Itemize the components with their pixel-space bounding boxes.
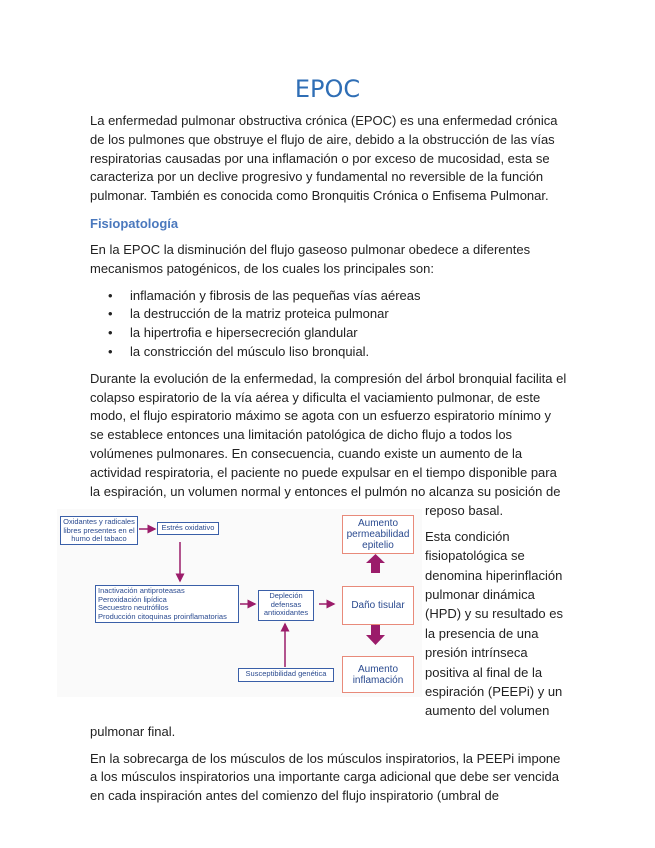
- susceptibility-box: Susceptibilidad genética: [238, 668, 334, 682]
- right-column: [425, 501, 568, 720]
- depletion-box: Depleción defensas antioxidantes: [258, 590, 314, 621]
- mechanisms-list: [90, 287, 568, 362]
- permeability-box: Aumento permeabilidad epitelio: [342, 515, 414, 554]
- page-title: EPOC: [294, 75, 361, 103]
- hpd-end: pulmonar final.: [90, 723, 176, 739]
- document-body: [63, 112, 568, 814]
- effects-box: [95, 585, 239, 623]
- list-item: • la hipertrofia e hipersecreción glandular: [90, 324, 568, 343]
- effect-item: Secuestro neutrófilos: [98, 603, 169, 613]
- effect-item: Producción citoquinas proinflamatorias: [98, 611, 227, 621]
- mechanisms-intro: En la EPOC la disminución del flujo gaseoso pulmonar obedece a diferentes mecanismos patogénicos, de los cuales los principales son:: [90, 241, 531, 276]
- figure-row: [57, 501, 568, 720]
- list-item: • la constricción del músculo liso bronquial.: [90, 343, 568, 362]
- section-heading: Fisiopatología: [90, 215, 179, 231]
- effect-item: Peroxidación lipídica: [98, 594, 167, 604]
- evolution-paragraph: Durante la evolución de la enfermedad, la compresión del árbol bronquial facilita el colapso espiratorio de la vía aérea y dificulta el vaciamiento pulmonar, de este modo, el flujo espiratorio máximo se agota con un esfuerzo espiratorio mínimo y se establece entonces una limitación patológica de dicho flujo a todos los volúmenes pulmonares. En consecuencia, cuando existe un aumento de la actividad respiratoria, el paciente no puede expulsar en el tiempo disponible para la espiración, un volumen normal y entonces el pulmón no alcanza su posición de: [90, 370, 567, 499]
- inflammation-box: Aumento inflamación: [342, 656, 414, 693]
- evolution-end: reposo basal.: [425, 503, 504, 519]
- list-item: • inflamación y fibrosis de las pequeñas vías aéreas: [90, 287, 568, 306]
- oxidants-box: Oxidantes y radicales libres presentes en el humo del tabaco: [60, 516, 138, 545]
- pathophysiology-diagram: [57, 509, 422, 697]
- effect-item: Inactivación antiproteasas: [98, 586, 185, 596]
- hpd-paragraph: Esta condición fisiopatológica se denomina hiperinflación pulmonar dinámica (HPD) y su resultado es la presencia de una presión intrínseca positiva al final de la espiración (PEEPi) y un aumento del volumen: [425, 528, 563, 719]
- overload-paragraph: En la sobrecarga de los músculos de los músculos inspiratorios, la PEEPi impone a los músculos inspiratorios una importante carga adicional que debe ser vencida en cada inspiración antes del comienzo del flujo inspiratorio (umbral de: [90, 750, 561, 804]
- list-item: • la destrucción de la matriz proteica pulmonar: [90, 305, 568, 324]
- tissue-damage-box: Daño tisular: [342, 586, 414, 625]
- intro-paragraph: La enfermedad pulmonar obstructiva crónica (EPOC) es una enfermedad crónica de los pulmones que obstruye el flujo de aire, debido a la obstrucción de las vías respiratorias causadas por una inflamación o por exceso de mucosidad, esta se caracteriza por un declive progresivo y fundamental no reversible de la función pulmonar. También es conocida como Bronquitis Crónica o Enfisema Pulmonar.: [90, 113, 558, 204]
- oxidative-stress-box: Estrés oxidativo: [157, 522, 219, 535]
